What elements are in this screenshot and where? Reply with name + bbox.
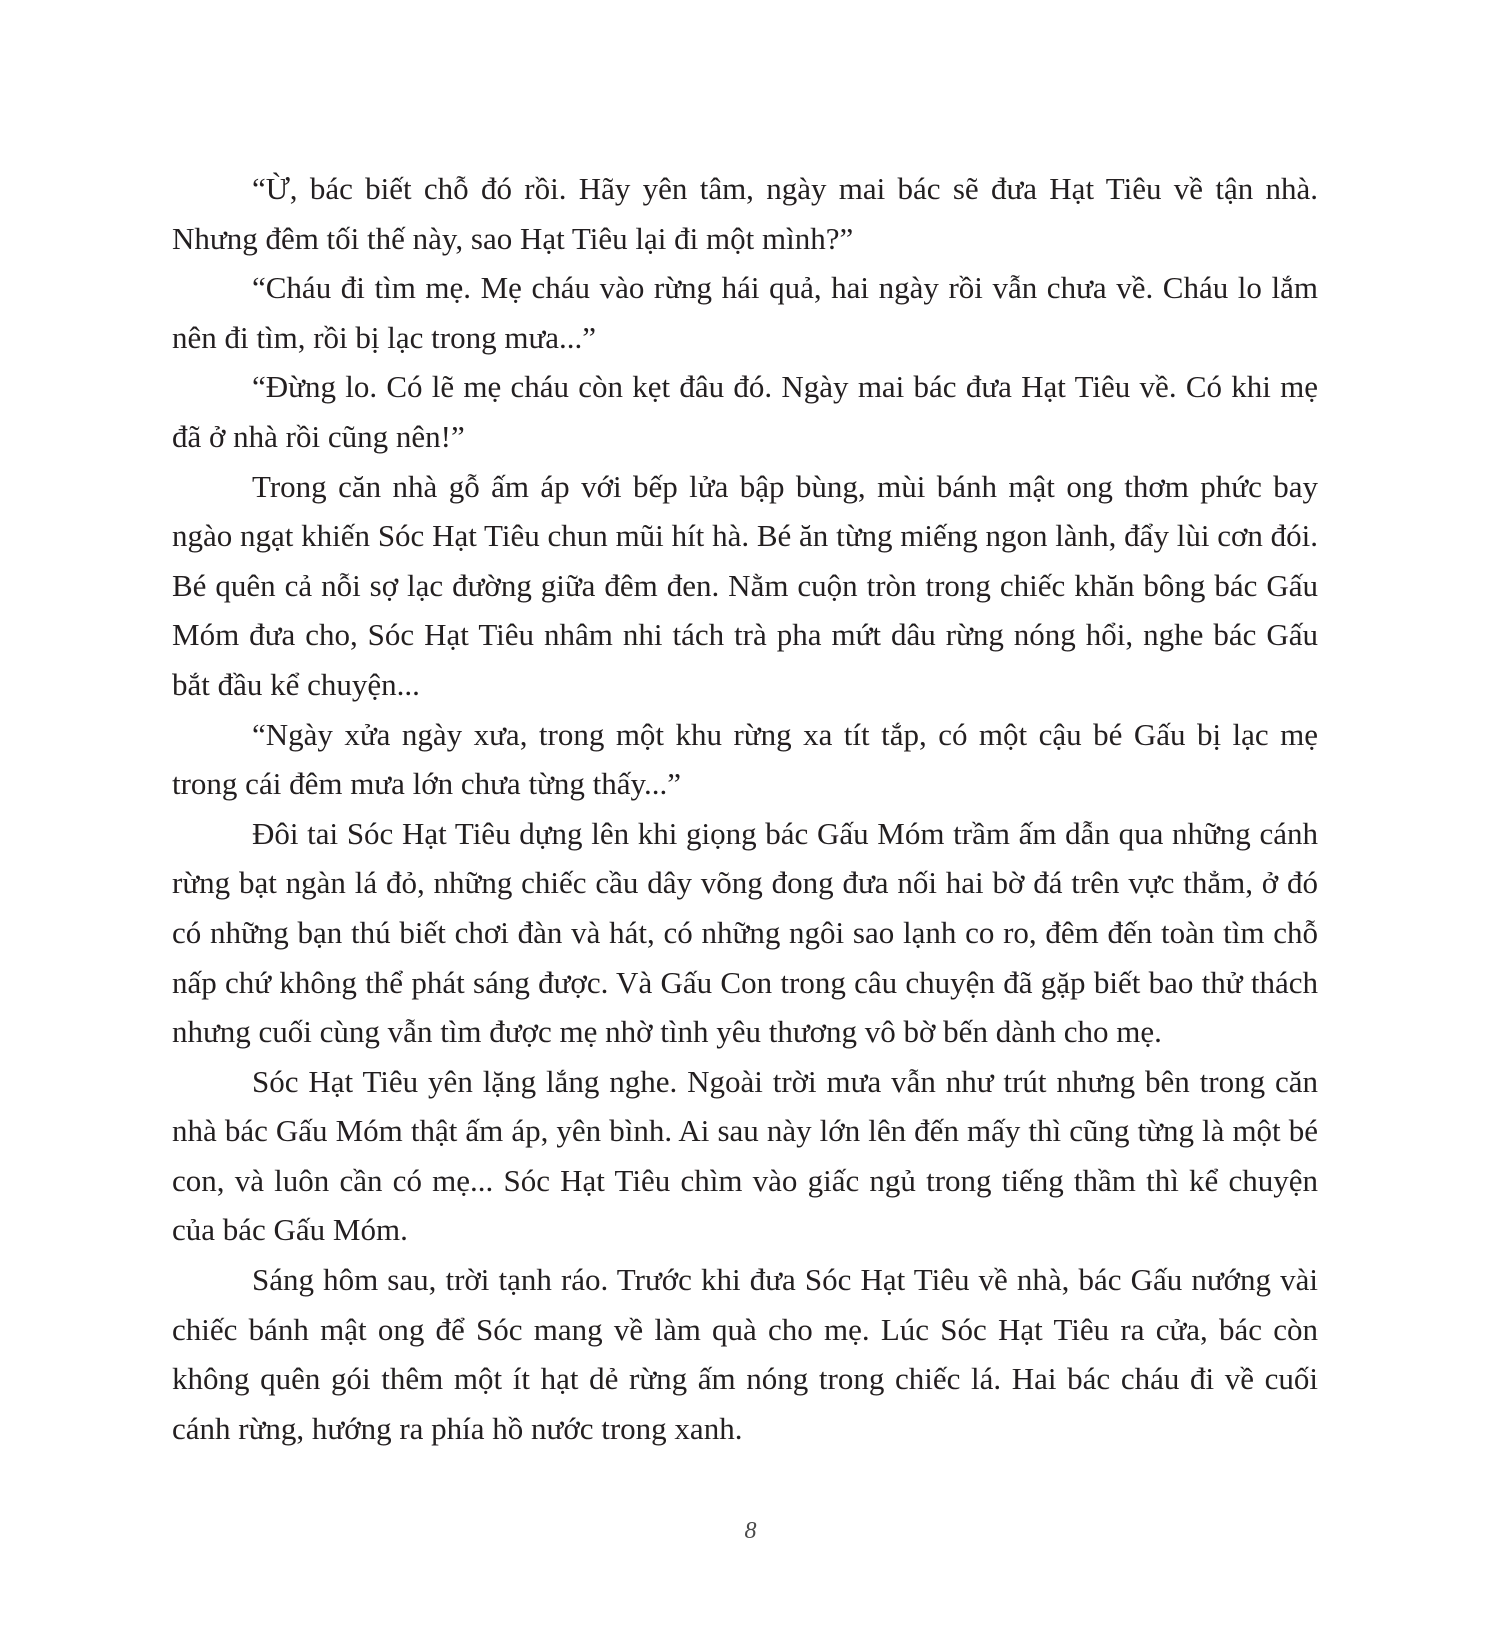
paragraph-2: “Cháu đi tìm mẹ. Mẹ cháu vào rừng hái quả, hai ngày rồi vẫn chưa về. Cháu lo lắm nên đi tìm, rồi bị lạc trong mưa...” <box>172 270 1318 355</box>
paragraph-4: Trong căn nhà gỗ ấm áp với bếp lửa bập bùng, mùi bánh mật ong thơm phức bay ngào ngạt khiến Sóc Hạt Tiêu chun mũi hít hà. Bé ăn từng miếng ngon lành, đẩy lùi cơn đói. Bé quên cả nỗi sợ lạc đường giữa đêm đen. Nằm cuộn tròn trong chiếc khăn bông bác Gấu Móm đưa cho, Sóc Hạt Tiêu nhâm nhi tách trà pha mứt dâu rừng nóng hổi, nghe bác Gấu bắt đầu kể chuyện... <box>172 468 1318 702</box>
paragraph-3: “Đừng lo. Có lẽ mẹ cháu còn kẹt đâu đó. Ngày mai bác đưa Hạt Tiêu về. Có khi mẹ đã ở nhà rồi cũng nên!” <box>172 369 1318 454</box>
paragraph-7: Sóc Hạt Tiêu yên lặng lắng nghe. Ngoài trời mưa vẫn như trút nhưng bên trong căn nhà bác Gấu Móm thật ấm áp, yên bình. Ai sau này lớn lên đến mấy thì cũng từng là một bé con, và luôn cần có mẹ... Sóc Hạt Tiêu chìm vào giấc ngủ trong tiếng thầm thì kể chuyện của bác Gấu Móm. <box>172 1063 1318 1248</box>
paragraph-5: “Ngày xửa ngày xưa, trong một khu rừng xa tít tắp, có một cậu bé Gấu bị lạc mẹ trong cái đêm mưa lớn chưa từng thấy...” <box>172 716 1318 802</box>
paragraph-1: “Ừ, bác biết chỗ đó rồi. Hãy yên tâm, ngày mai bác sẽ đưa Hạt Tiêu về tận nhà. Nhưng đêm tối thế này, sao Hạt Tiêu lại đi một mình?” <box>172 171 1318 256</box>
body-text <box>172 164 1318 1453</box>
paragraph-6: Đôi tai Sóc Hạt Tiêu dựng lên khi giọng bác Gấu Móm trầm ấm dẫn qua những cánh rừng bạt ngàn lá đỏ, những chiếc cầu dây võng đong đưa nối hai bờ đá trên vực thẳm, ở đó có những bạn thú biết chơi đàn và hát, có những ngôi sao lạnh co ro, đêm đến toàn tìm chỗ nấp chứ không thể phát sáng được. Và Gấu Con trong câu chuyện đã gặp biết bao thử thách nhưng cuối cùng vẫn tìm được mẹ nhờ tình yêu thương vô bờ bến dành cho mẹ. <box>172 815 1318 1050</box>
page-number: 8 <box>744 1518 757 1544</box>
paragraph-8: Sáng hôm sau, trời tạnh ráo. Trước khi đưa Sóc Hạt Tiêu về nhà, bác Gấu nướng vài chiếc bánh mật ong để Sóc mang về làm quà cho mẹ. Lúc Sóc Hạt Tiêu ra cửa, bác còn không quên gói thêm một ít hạt dẻ rừng ấm nóng trong chiếc lá. Hai bác cháu đi về cuối cánh rừng, hướng ra phía hồ nước trong xanh. <box>172 1262 1318 1446</box>
